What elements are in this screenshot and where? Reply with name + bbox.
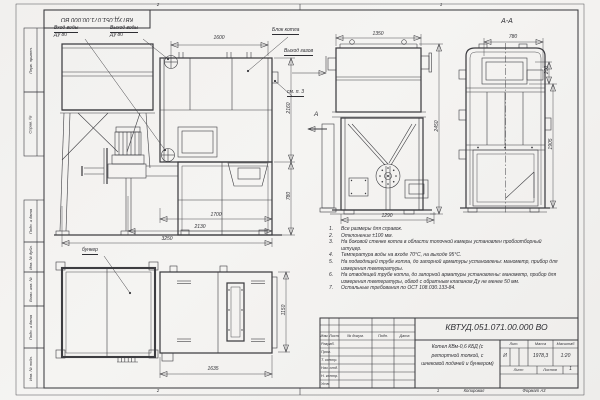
titleblock-sheets-header: Листов [543,368,557,372]
dim-label-2130: 2130 [194,224,206,230]
titleblock-doc-number: КВТУД.051.071.00.000 ВО [445,322,548,332]
margin-box-inv-dubl [24,242,37,272]
margin-box-vzam-inv [24,272,37,306]
titleblock-row-tkontr: Т. контр. [321,358,338,362]
dim-label-2450: 2450 [434,120,440,132]
zone-mark-top-right: 1 [439,2,443,7]
note-text: Остальные требования по ОСТ 108.030.133-84. [341,285,456,292]
titleblock-header-doc: № докум. [347,334,364,338]
note-text: Все размеры для справок. [341,226,403,232]
note-number: 3. [329,239,334,246]
dim-label-1350: 1350 [372,31,384,37]
zone-mark-top-left: 2 [156,2,160,7]
note-item [329,259,562,272]
dim-label-3250: 3250 [161,236,173,242]
titleblock-header-data: Дата [399,334,410,338]
footer-copied-by: Копировал [463,388,485,393]
callout-water-inlet [54,26,78,39]
titleblock-header-scale: Масштаб [556,342,575,346]
dim-label-1905: 1905 [548,138,554,150]
note-text: На подводящей трубе котла, до запорной арматуры установлены: манометр, прибор для измерения температуры. [341,258,558,272]
margin-box-perv-primen [24,28,37,92]
callout-bunker-text: бункер [82,248,98,255]
titleblock-lit-value: И [503,353,507,359]
margin-label: Перв. примен. [28,46,33,74]
titleblock-row-utv: Утв. [321,382,330,386]
titleblock-product-name [416,341,499,371]
note-text: Отклонение ±100 мм. [341,232,393,239]
callout-boiler-block [272,28,299,35]
titleblock-header-podp: Подп. [377,334,389,338]
titleblock-header-mass: Масса [534,342,547,346]
titleblock-row-prov: Пров. [321,350,332,354]
callout-water-outlet [110,26,138,39]
note-text: На боковой стенке котла в области топочной камеры установлен пробоотборный штуцер. [341,239,542,252]
note-number: 6. [329,272,334,279]
note-number: 2. [329,232,334,239]
note-number: 5. [329,258,334,265]
dim-label-1700: 1700 [210,212,222,218]
callout-water-inlet-line2: Ду 80 [54,32,68,39]
margin-box-podp-data-2 [24,306,37,348]
note-item [329,252,562,259]
callout-water-outlet-line1: Выход воды [110,26,138,33]
titleblock-mass-value: 1978,3 [532,353,549,359]
margin-box-sprav-no [24,92,37,156]
note-item [329,226,562,233]
callout-water-inlet-line1: Вход воды [54,26,78,33]
note-number: 4. [329,252,334,259]
titleblock-header-list: Лист [329,334,339,338]
titleblock-row-nkontr: Н. контр. [321,374,339,378]
doc-number-stamp: КВТУД.051.071.00.000 ВО [60,16,134,22]
zone-mark-bottom-left: 2 [156,388,160,393]
margin-label: Инв. № дубл. [28,244,34,270]
margin-label: Подп. и дата [28,314,34,340]
callout-boiler-block-text: Блок котла [272,28,299,35]
dim-label-1290: 1290 [381,213,393,219]
titleblock-sheets-value: 1 [569,366,572,372]
callout-gas-outlet-text: Выход газов [284,49,313,56]
margin-label: Справ. № [28,114,33,134]
titleblock-scale-value: 1:20 [560,353,571,359]
section-cut-letter: А [314,111,319,118]
note-number: 1. [329,226,334,232]
dim-label-780-section: 780 [508,34,518,40]
zone-mark-bottom-right: 1 [436,388,440,393]
callout-see-note-3-text: см. п. 3 [287,90,304,97]
note-item [329,239,562,252]
callout-water-outlet-line2: Ду 80 [110,32,124,39]
dim-label-780-side: 780 [286,191,292,201]
note-text: На отводящей трубе котла, до запорной арматуры установлены: манометр, прибор для измерения температуры, обвод с обратным клапаном Ду не менее 50 мм. [341,272,557,285]
titleblock-sheet-header: Лист [513,368,524,372]
section-view-title: А-А [501,18,513,25]
product-name-line: шнековой подачей и бункером) [421,361,494,368]
dim-label-1150: 1150 [281,304,287,316]
callout-gas-outlet [284,49,313,56]
product-name-line: Котел КВм-0,6 КБД (с [431,344,484,351]
note-item [329,272,562,285]
titleblock-header-lit: Лит. [509,342,519,346]
dim-label-2160: 2160 [286,102,292,114]
dim-label-1600: 1600 [213,35,225,41]
note-text: Температура воды на входе 70°С, на выходе 95°С. [341,252,462,259]
titleblock-row-nachotd: Нач. отд. [321,366,339,370]
margin-label: Взам. инв. № [28,276,33,302]
titleblock-header-izm: Изм. [320,334,329,338]
product-name-line: ретортной топкой, с [431,352,484,359]
dim-label-1635: 1635 [207,366,219,372]
note-number: 7. [329,285,334,292]
footer-format: Формат А3 [522,388,546,393]
note-item [329,285,562,292]
margin-box-podp-data-1 [24,200,37,242]
margin-label: Инв. № подл. [28,355,34,381]
callout-bunker [82,248,98,255]
titleblock-row-razrab: Разраб. [321,342,335,346]
margin-box-inv-podl [24,348,37,388]
technical-notes [329,226,562,292]
dim-label-200: 200 [544,65,550,75]
margin-label: Подп. и дата [28,208,34,234]
